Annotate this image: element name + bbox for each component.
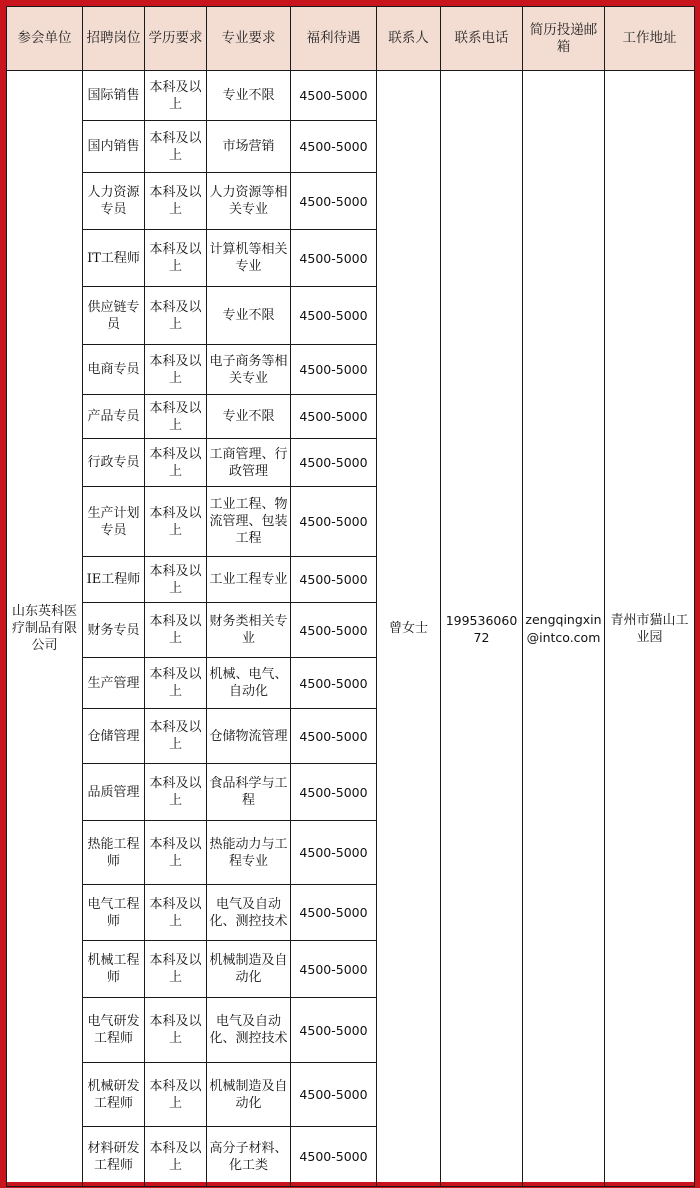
education-cell: 本科及以上 (145, 709, 207, 764)
major-cell: 仓储物流管理 (207, 709, 291, 764)
salary-cell: 4500-5000 (291, 709, 377, 764)
header-contact: 联系人 (377, 7, 441, 71)
salary-cell: 4500-5000 (291, 885, 377, 941)
salary-cell: 4500-5000 (291, 71, 377, 121)
major-cell: 财务类相关专业 (207, 603, 291, 658)
salary-cell: 4500-5000 (291, 121, 377, 173)
major-cell: 市场营销 (207, 121, 291, 173)
salary-cell: 4500-5000 (291, 998, 377, 1063)
position-cell: 生产管理 (83, 658, 145, 709)
salary-cell: 4500-5000 (291, 658, 377, 709)
education-cell: 本科及以上 (145, 173, 207, 230)
position-cell: 国际销售 (83, 71, 145, 121)
page-frame (6, 6, 694, 1182)
education-cell: 本科及以上 (145, 1063, 207, 1127)
header-major: 专业要求 (207, 7, 291, 71)
major-cell: 专业不限 (207, 71, 291, 121)
position-cell: 机械工程师 (83, 941, 145, 998)
resume-email: zengqingxin@intco.com (523, 71, 605, 1187)
salary-cell: 4500-5000 (291, 821, 377, 885)
education-cell: 本科及以上 (145, 658, 207, 709)
salary-cell: 4500-5000 (291, 230, 377, 287)
company-name: 山东英科医疗制品有限公司 (7, 71, 83, 1187)
major-cell: 工业工程、物流管理、包装工程 (207, 487, 291, 557)
salary-cell: 4500-5000 (291, 557, 377, 603)
major-cell: 工商管理、行政管理 (207, 439, 291, 487)
major-cell: 电子商务等相关专业 (207, 345, 291, 395)
education-cell: 本科及以上 (145, 71, 207, 121)
major-cell: 计算机等相关专业 (207, 230, 291, 287)
header-company: 参会单位 (7, 7, 83, 71)
position-cell: 材料研发工程师 (83, 1127, 145, 1187)
header-row (7, 7, 695, 71)
position-cell: IE工程师 (83, 557, 145, 603)
header-phone: 联系电话 (441, 7, 523, 71)
salary-cell: 4500-5000 (291, 941, 377, 998)
education-cell: 本科及以上 (145, 603, 207, 658)
education-cell: 本科及以上 (145, 287, 207, 345)
header-salary: 福利待遇 (291, 7, 377, 71)
major-cell: 电气及自动化、测控技术 (207, 998, 291, 1063)
major-cell: 机械制造及自动化 (207, 1063, 291, 1127)
position-cell: 电气研发工程师 (83, 998, 145, 1063)
contact-phone: 19953606072 (441, 71, 523, 1187)
education-cell: 本科及以上 (145, 998, 207, 1063)
salary-cell: 4500-5000 (291, 345, 377, 395)
salary-cell: 4500-5000 (291, 1063, 377, 1127)
education-cell: 本科及以上 (145, 764, 207, 821)
education-cell: 本科及以上 (145, 395, 207, 439)
position-cell: 热能工程师 (83, 821, 145, 885)
education-cell: 本科及以上 (145, 439, 207, 487)
major-cell: 热能动力与工程专业 (207, 821, 291, 885)
position-cell: 供应链专员 (83, 287, 145, 345)
work-address: 青州市猫山工业园 (605, 71, 695, 1187)
major-cell: 专业不限 (207, 395, 291, 439)
position-cell: 品质管理 (83, 764, 145, 821)
salary-cell: 4500-5000 (291, 764, 377, 821)
salary-cell: 4500-5000 (291, 395, 377, 439)
header-address: 工作地址 (605, 7, 695, 71)
major-cell: 人力资源等相关专业 (207, 173, 291, 230)
education-cell: 本科及以上 (145, 230, 207, 287)
contact-person: 曾女士 (377, 71, 441, 1187)
table-row (7, 71, 695, 121)
salary-cell: 4500-5000 (291, 173, 377, 230)
recruitment-table (6, 6, 695, 1187)
header-education: 学历要求 (145, 7, 207, 71)
position-cell: 生产计划专员 (83, 487, 145, 557)
position-cell: IT工程师 (83, 230, 145, 287)
position-cell: 电商专员 (83, 345, 145, 395)
major-cell: 高分子材料、化工类 (207, 1127, 291, 1187)
salary-cell: 4500-5000 (291, 1127, 377, 1187)
position-cell: 人力资源专员 (83, 173, 145, 230)
major-cell: 食品科学与工程 (207, 764, 291, 821)
education-cell: 本科及以上 (145, 557, 207, 603)
salary-cell: 4500-5000 (291, 439, 377, 487)
position-cell: 国内销售 (83, 121, 145, 173)
position-cell: 行政专员 (83, 439, 145, 487)
major-cell: 工业工程专业 (207, 557, 291, 603)
position-cell: 电气工程师 (83, 885, 145, 941)
education-cell: 本科及以上 (145, 885, 207, 941)
position-cell: 产品专员 (83, 395, 145, 439)
position-cell: 仓储管理 (83, 709, 145, 764)
major-cell: 机械、电气、自动化 (207, 658, 291, 709)
header-position: 招聘岗位 (83, 7, 145, 71)
major-cell: 专业不限 (207, 287, 291, 345)
salary-cell: 4500-5000 (291, 603, 377, 658)
position-cell: 机械研发工程师 (83, 1063, 145, 1127)
major-cell: 电气及自动化、测控技术 (207, 885, 291, 941)
education-cell: 本科及以上 (145, 821, 207, 885)
salary-cell: 4500-5000 (291, 487, 377, 557)
salary-cell: 4500-5000 (291, 287, 377, 345)
education-cell: 本科及以上 (145, 1127, 207, 1187)
education-cell: 本科及以上 (145, 941, 207, 998)
education-cell: 本科及以上 (145, 487, 207, 557)
position-cell: 财务专员 (83, 603, 145, 658)
job-rows (7, 71, 695, 1187)
education-cell: 本科及以上 (145, 121, 207, 173)
header-email: 简历投递邮箱 (523, 7, 605, 71)
major-cell: 机械制造及自动化 (207, 941, 291, 998)
education-cell: 本科及以上 (145, 345, 207, 395)
